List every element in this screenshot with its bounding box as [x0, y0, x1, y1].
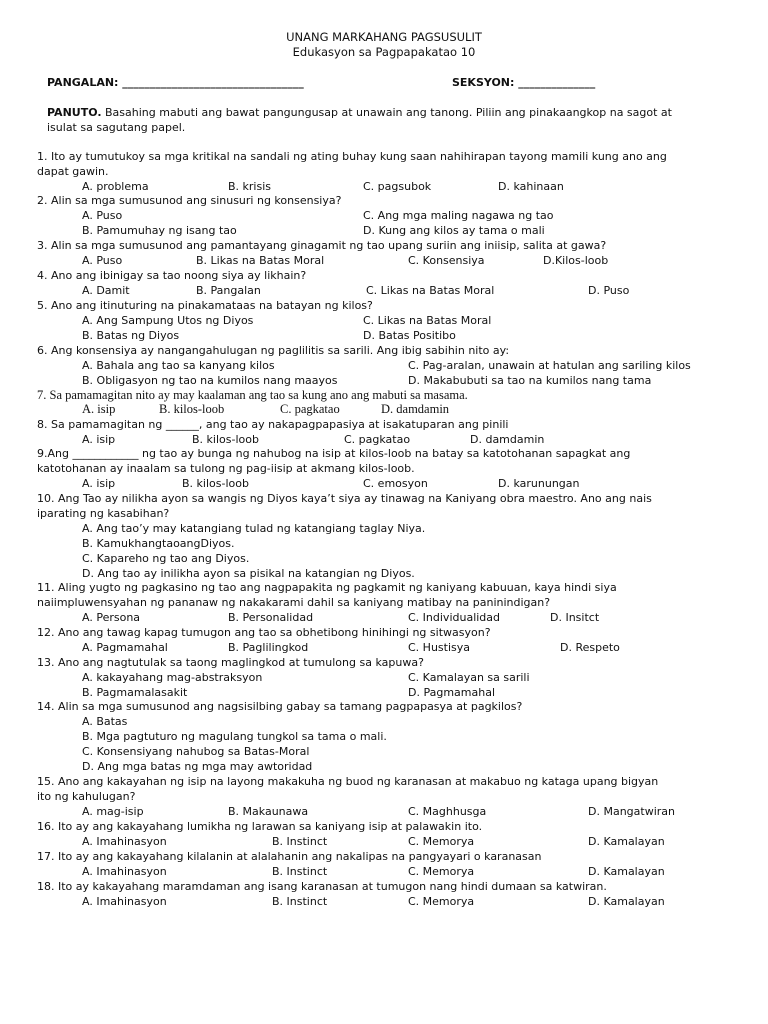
choice-10b: B. KamukhangtaoangDiyos. [82, 537, 235, 550]
choice-11b: B. Personalidad [228, 611, 314, 624]
name-field: PANGALAN: _________________________________ [47, 76, 304, 89]
choice-17d: D. Kamalayan [588, 865, 665, 878]
choice-13c: C. Kamalayan sa sarili [408, 671, 530, 684]
choice-7c: C. pagkatao [280, 402, 340, 416]
choice-11c: C. Individualidad [408, 611, 501, 624]
choice-17a: A. Imahinasyon [82, 865, 167, 878]
choice-13b: B. Pagmamalasakit [82, 686, 188, 699]
choice-6c: C. Pag-aralan, unawain at hatulan ang sariling kilos [408, 359, 691, 372]
choice-4a: A. Damit [82, 284, 130, 297]
instructions-line-1 [47, 106, 672, 120]
choice-2d: D. Kung ang kilos ay tama o mali [363, 224, 545, 237]
choice-15d: D. Mangatwiran [588, 805, 675, 818]
choice-8b: B. kilos-loob [192, 433, 259, 446]
choice-2b: B. Pamumuhay ng isang tao [82, 224, 237, 237]
choice-1b: B. krisis [228, 180, 272, 193]
choice-11d: D. Insitct [550, 611, 600, 624]
choice-6d: D. Makabubuti sa tao na kumilos nang tama [408, 374, 652, 387]
instructions-text: Basahing mabuti ang bawat pangungusap at unawain ang tanong. Piliin ang pinakaangkop na sagot at [105, 106, 672, 119]
exam-subtitle: Edukasyon sa Pagpapakatao 10 [292, 45, 476, 59]
exam-title: UNANG MARKAHANG PAGSUSULIT [286, 30, 482, 44]
instructions-line-2: isulat sa sagutang papel. [47, 121, 186, 134]
choice-2a: A. Puso [82, 209, 123, 222]
question-11-cont: naiimpluwensyahan ng pananaw ng nakakarami dahil sa kaniyang matibay na paninindigan? [37, 596, 551, 609]
choice-8a: A. isip [82, 433, 116, 446]
choice-12d: D. Respeto [560, 641, 620, 654]
choice-14b: B. Mga pagtuturo ng magulang tungkol sa tama o mali. [82, 730, 387, 743]
instructions-label: PANUTO. [47, 106, 102, 119]
question-10: 10. Ang Tao ay nilikha ayon sa wangis ng Diyos kaya’t siya ay tinawag na Kaniyang obra maestro. Ano ang nais [37, 492, 652, 505]
choice-4c: C. Likas na Batas Moral [366, 284, 495, 297]
choice-1c: C. pagsubok [363, 180, 432, 193]
choice-16c: C. Memorya [408, 835, 475, 848]
choice-7d: D. damdamin [381, 402, 450, 416]
question-10-cont: iparating ng kasabihan? [37, 507, 170, 520]
choice-7b: B. kilos-loob [159, 402, 225, 416]
choice-1a: A. problema [82, 180, 149, 193]
question-1: 1. Ito ay tumutukoy sa mga kritikal na sandali ng ating buhay kung saan nahihirapan tayong mamili kung ano ang [37, 150, 667, 163]
question-13: 13. Ano ang nagtutulak sa taong maglingkod at tumulong sa kapuwa? [37, 656, 424, 669]
question-18: 18. Ito ay kakayahang maramdaman ang isang karanasan at tumugon nang hindi dumaan sa katwiran. [37, 880, 607, 893]
question-7: 7. Sa pamamagitan nito ay may kaalaman ang tao sa kung ano ang mabuti sa masama. [37, 388, 468, 402]
question-15: 15. Ano ang kakayahan ng isip na layong makakuha ng buod ng karanasan at makabuo ng kataga upang bigyan [37, 775, 659, 788]
choice-3d: D.Kilos-loob [543, 254, 609, 267]
question-17: 17. Ito ay ang kakayahang kilalanin at alalahanin ang nakalipas na pangyayari o karanasan [37, 850, 542, 863]
choice-13d: D. Pagmamahal [408, 686, 496, 699]
choice-5a: A. Ang Sampung Utos ng Diyos [82, 314, 254, 327]
choice-10c: C. Kapareho ng tao ang Diyos. [82, 552, 250, 565]
choice-5b: B. Batas ng Diyos [82, 329, 180, 342]
choice-16a: A. Imahinasyon [82, 835, 167, 848]
question-14: 14. Alin sa mga sumusunod ang nagsisilbing gabay sa tamang pagpapasya at pagkilos? [37, 700, 523, 713]
choice-6a: A. Bahala ang tao sa kanyang kilos [82, 359, 275, 372]
choice-12a: A. Pagmamahal [82, 641, 168, 654]
question-5: 5. Ano ang itinuturing na pinakamataas na batayan ng kilos? [37, 299, 373, 312]
choice-5d: D. Batas Positibo [363, 329, 456, 342]
choice-4d: D. Puso [588, 284, 630, 297]
choice-5c: C. Likas na Batas Moral [363, 314, 492, 327]
choice-16d: D. Kamalayan [588, 835, 665, 848]
question-3: 3. Alin sa mga sumusunod ang pamantayang ginagamit ng tao upang suriin ang iniisip, salita at gawa? [37, 239, 607, 252]
choice-15a: A. mag-isip [82, 805, 144, 818]
choice-3a: A. Puso [82, 254, 123, 267]
choice-16b: B. Instinct [272, 835, 328, 848]
choice-18c: C. Memorya [408, 895, 475, 908]
question-8: 8. Sa pamamagitan ng ______, ang tao ay nakapagpapasiya at isakatuparan ang pinili [37, 418, 509, 431]
choice-12c: C. Hustisya [408, 641, 470, 654]
question-6: 6. Ang konsensiya ay nangangahulugan ng paglilitis sa sarili. Ang ibig sabihin nito ay: [37, 344, 510, 357]
section-field: SEKSYON: ______________ [452, 76, 596, 89]
question-9-cont: katotohanan ay inaalam sa tulong ng pag-iisip at akmang kilos-loob. [37, 462, 415, 475]
choice-9b: B. kilos-loob [182, 477, 249, 490]
question-2: 2. Alin sa mga sumusunod ang sinusuri ng konsensiya? [37, 194, 342, 207]
choice-14a: A. Batas [82, 715, 128, 728]
question-12: 12. Ano ang tawag kapag tumugon ang tao sa obhetibong hinihingi ng sitwasyon? [37, 626, 491, 639]
choice-1d: D. kahinaan [498, 180, 564, 193]
choice-17c: C. Memorya [408, 865, 475, 878]
choice-7a: A. isip [82, 402, 116, 416]
choice-13a: A. kakayahang mag-abstraksyon [82, 671, 263, 684]
choice-3c: C. Konsensiya [408, 254, 485, 267]
question-9: 9.Ang ____________ ng tao ay bunga ng nahubog na isip at kilos-loob na batay sa katotohanan sapagkat ang [37, 447, 631, 460]
question-4: 4. Ano ang ibinigay sa tao noong siya ay likhain? [37, 269, 307, 282]
choice-4b: B. Pangalan [196, 284, 261, 297]
choice-9c: C. emosyon [363, 477, 428, 490]
choice-10a: A. Ang tao’y may katangiang tulad ng katangiang taglay Niya. [82, 522, 426, 535]
choice-3b: B. Likas na Batas Moral [196, 254, 325, 267]
choice-8c: C. pagkatao [344, 433, 411, 446]
choice-9a: A. isip [82, 477, 116, 490]
choice-18d: D. Kamalayan [588, 895, 665, 908]
choice-14d: D. Ang mga batas ng mga may awtoridad [82, 760, 313, 773]
choice-10d: D. Ang tao ay inilikha ayon sa pisikal na katangian ng Diyos. [82, 567, 415, 580]
choice-15c: C. Maghhusga [408, 805, 487, 818]
choice-15b: B. Makaunawa [228, 805, 309, 818]
choice-8d: D. damdamin [470, 433, 545, 446]
choice-17b: B. Instinct [272, 865, 328, 878]
choice-14c: C. Konsensiyang nahubog sa Batas-Moral [82, 745, 310, 758]
choice-6b: B. Obligasyon ng tao na kumilos nang maayos [82, 374, 338, 387]
choice-12b: B. Paglilingkod [228, 641, 309, 654]
question-16: 16. Ito ay ang kakayahang lumikha ng larawan sa kaniyang isip at palawakin ito. [37, 820, 483, 833]
choice-18b: B. Instinct [272, 895, 328, 908]
choice-18a: A. Imahinasyon [82, 895, 167, 908]
choice-9d: D. karunungan [498, 477, 580, 490]
choice-11a: A. Persona [82, 611, 141, 624]
question-11: 11. Aling yugto ng pagkasino ng tao ang nagpapakita ng pagkamit ng kaniyang kabuuan, kaya hindi siya [37, 581, 617, 594]
question-1-cont: dapat gawin. [37, 165, 109, 178]
choice-2c: C. Ang mga maling nagawa ng tao [363, 209, 554, 222]
question-15-cont: ito ng kahulugan? [37, 790, 136, 803]
